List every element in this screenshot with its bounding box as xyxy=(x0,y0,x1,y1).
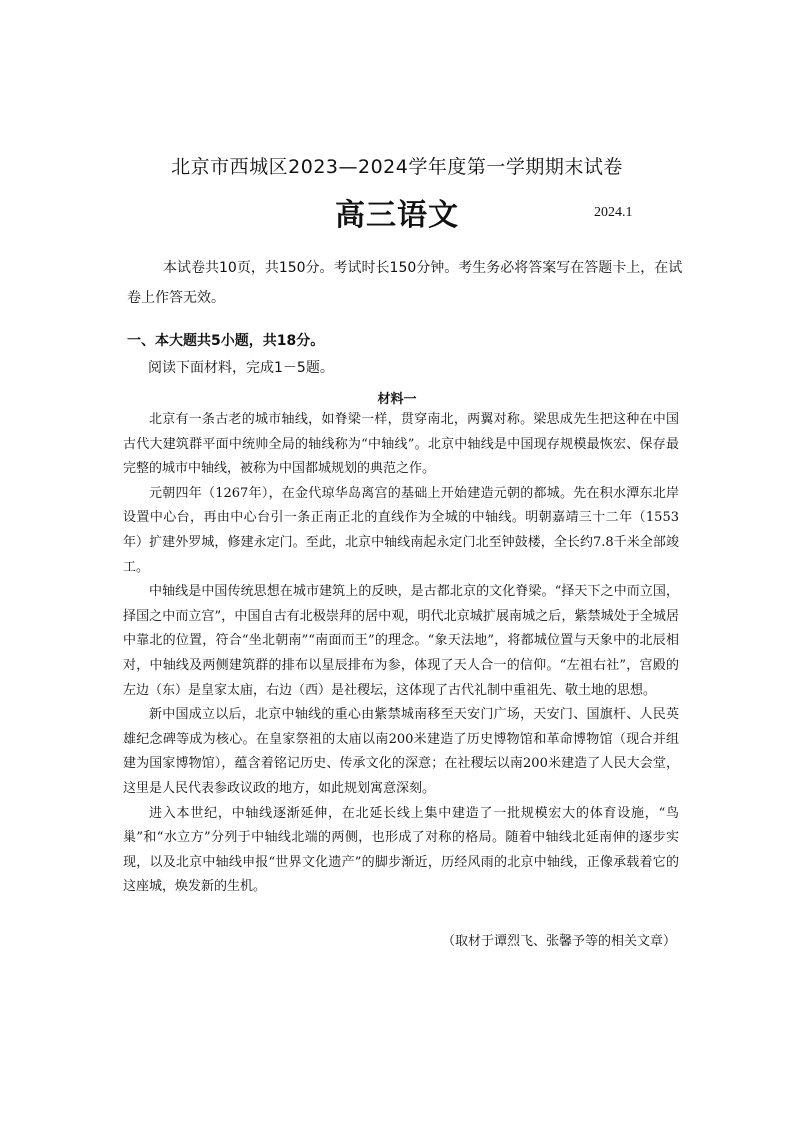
material-paragraph: 元朝四年（1267年），在金代琼华岛离宫的基础上开始建造元朝的都城。先在积水潭东北岸设置中心台，再由中心台引一条正南正北的直线作为全城的中轴线。明朝嘉靖三十二年（1553年）扩建外罗城，修建永定门。至此，北京中轴线南起永定门北至钟鼓楼，全长约7.8千米全部竣工。 xyxy=(123,485,679,575)
exam-instructions: 本试卷共10页，共150分。考试时长150分钟。考生务必将答案写在答题卡上，在试卷上作答无效。 xyxy=(127,260,683,306)
material-paragraph: 进入本世纪，中轴线逐渐延伸，在北延长线上集中建造了一批规模宏大的体育设施，“鸟巢”和“水立方”分列于中轴线北端的两侧，也形成了对称的格局。随着中轴线北延南伸的逐步实现，以及北京中轴线申报“世界文化遗产”的脚步渐近，历经风雨的北京中轴线，正像承载着它的这座城，焕发新的生机。 xyxy=(123,805,679,895)
exam-date: 2024.1 xyxy=(594,205,633,220)
subject-title: 高三语文 xyxy=(335,198,459,233)
section-heading: 一、本大题共5小题，共18分。 xyxy=(127,333,325,349)
material-source: （取材于谭烈飞、张馨予等的相关文章） xyxy=(441,934,676,949)
material-paragraph: 新中国成立以后，北京中轴线的重心由紫禁城南移至天安门广场，天安门、国旗杆、人民英雄纪念碑等成为核心。在皇家祭祖的太庙以南200米建造了历史博物馆和革命博物馆（现合并组建为国家博物馆），蕴含着铭记历史、传承文化的深意；在社稷坛以南200米建造了人民大会堂，这里是人民代表参政议政的地方，如此规划寓意深刻。 xyxy=(123,707,679,796)
section-direction: 阅读下面材料，完成1－5题。 xyxy=(148,360,334,376)
exam-title: 北京市西城区2023—2024学年度第一学期期末试卷 xyxy=(171,156,623,178)
material-title: 材料一 xyxy=(377,392,417,407)
material-body xyxy=(123,408,679,900)
material-paragraph: 北京有一条古老的城市轴线，如脊梁一样，贯穿南北，两翼对称。梁思成先生把这种在中国古代大建筑群平面中统帅全局的轴线称为“中轴线”。北京中轴线是中国现存规模最恢宏、保存最完整的城市中轴线，被称为中国都城规划的典范之作。 xyxy=(123,412,679,477)
material-paragraph: 中轴线是中国传统思想在城市建筑上的反映，是古都北京的文化脊梁。“择天下之中而立国，择国之中而立宫”，中国自古有北极崇拜的居中观，明代北京城扩展南城之后，紫禁城处于全城居中靠北的位置，符合“坐北朝南”“南面而王”的理念。“象天法地”，将都城位置与天象中的北辰相对，中轴线及两侧建筑群的排布以星辰排布为参，体现了天人合一的信仰。“左祖右社”，宫殿的左边（东）是皇家太庙，右边（西）是社稷坛，这体现了古代礼制中重祖先、敬土地的思想。 xyxy=(123,584,679,698)
